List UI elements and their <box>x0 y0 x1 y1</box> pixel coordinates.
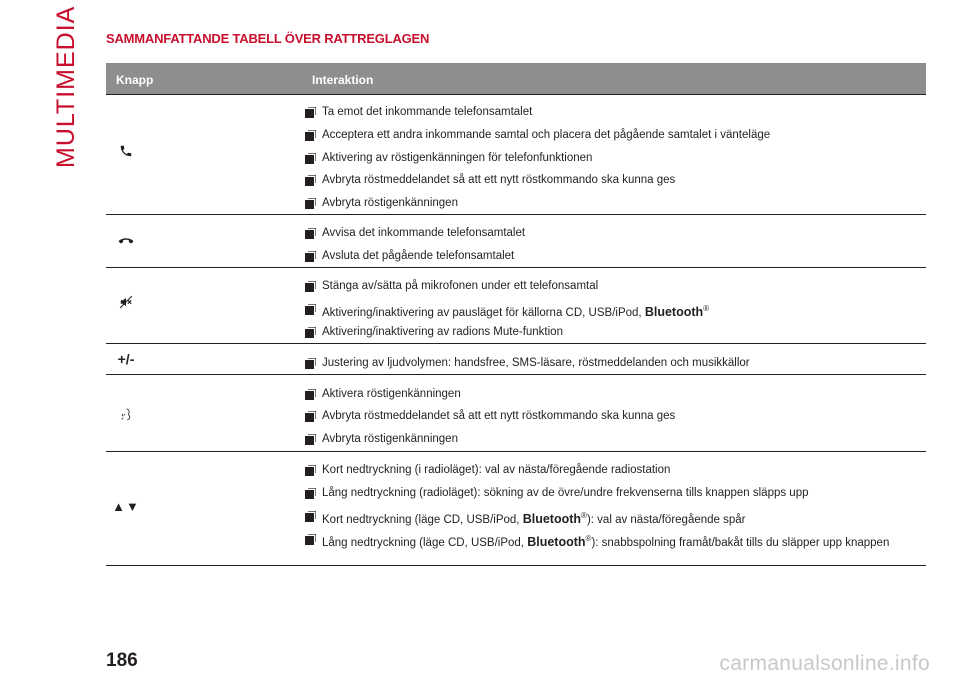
checkbox-bullet-icon <box>305 534 316 545</box>
page-number: 186 <box>106 650 138 671</box>
row-divider <box>106 565 926 566</box>
list-item: Avsluta det pågående telefonsamtalet <box>305 249 925 263</box>
checkbox-bullet-icon <box>305 511 316 522</box>
checkbox-bullet-icon <box>305 251 316 262</box>
list-item: Aktivering/inaktivering av pausläget för källorna CD, USB/iPod, Bluetooth® <box>305 302 925 320</box>
checkbox-bullet-icon <box>305 198 316 209</box>
volume-button-label: +/- <box>117 351 135 367</box>
list-item: Avbryta röstmeddelandet så att ett nytt röstkommando ska kunna ges <box>305 409 925 423</box>
checkbox-bullet-icon <box>305 327 316 338</box>
phone-accept-icon <box>106 144 146 161</box>
row-divider <box>106 214 926 215</box>
list-item: Justering av ljudvolymen: handsfree, SMS-läsare, röstmeddelanden och musikkällor <box>305 356 925 370</box>
list-item: Avvisa det inkommande telefonsamtalet <box>305 226 925 240</box>
bluetooth-label: Bluetooth <box>644 304 704 319</box>
checkbox-bullet-icon <box>305 281 316 292</box>
registered-mark: ® <box>581 511 587 520</box>
up-down-arrows-icon: ▲▼ <box>112 499 140 514</box>
checkbox-bullet-icon <box>305 153 316 164</box>
mute-icon <box>106 295 146 312</box>
list-item: Lång nedtryckning (radioläget): sökning av de övre/undre frekvenserna tills knappen släpps upp <box>305 486 925 500</box>
column-header-button: Knapp <box>116 73 154 87</box>
registered-mark: ® <box>703 304 710 313</box>
list-item: Avbryta röstmeddelandet så att ett nytt röstkommando ska kunna ges <box>305 173 925 187</box>
list-item: Acceptera ett andra inkommande samtal och placera det pågående samtalet i vänteläge <box>305 128 925 142</box>
bluetooth-label: Bluetooth <box>527 534 586 549</box>
watermark: carmanualsonline.info <box>719 652 930 675</box>
list-item: Avbryta röstigenkänningen <box>305 196 925 210</box>
list-item: Lång nedtryckning (läge CD, USB/iPod, Bluetooth®): snabbspolning framåt/bakåt tills du släpper upp knappen <box>305 532 925 550</box>
list-item: Aktivering av röstigenkänningen för telefonfunktionen <box>305 151 925 165</box>
checkbox-bullet-icon <box>305 488 316 499</box>
row-divider <box>106 451 926 452</box>
voice-recognition-icon <box>106 408 146 424</box>
bluetooth-label: Bluetooth <box>522 511 582 526</box>
checkbox-bullet-icon <box>305 107 316 118</box>
list-item: Kort nedtryckning (läge CD, USB/iPod, Bluetooth®): val av nästa/föregående spår <box>305 509 925 527</box>
checkbox-bullet-icon <box>305 434 316 445</box>
header-divider <box>106 94 926 95</box>
page-title: SAMMANFATTANDE TABELL ÖVER RATTREGLAGEN <box>106 31 430 46</box>
column-header-interaction: Interaktion <box>312 73 374 87</box>
registered-mark: ® <box>585 534 592 543</box>
list-item: Ta emot det inkommande telefonsamtalet <box>305 105 925 119</box>
table-header <box>106 63 926 94</box>
checkbox-bullet-icon <box>305 228 316 239</box>
checkbox-bullet-icon <box>305 304 316 315</box>
row-divider <box>106 267 926 268</box>
side-section-label: MULTIMEDIA <box>52 5 80 168</box>
list-item: Aktivera röstigenkänningen <box>305 387 925 401</box>
row-divider <box>106 343 926 344</box>
checkbox-bullet-icon <box>305 130 316 141</box>
list-item: Avbryta röstigenkänningen <box>305 432 925 446</box>
checkbox-bullet-icon <box>305 465 316 476</box>
checkbox-bullet-icon <box>305 358 316 369</box>
checkbox-bullet-icon <box>305 175 316 186</box>
checkbox-bullet-icon <box>305 411 316 422</box>
row-divider <box>106 374 926 375</box>
phone-hangup-icon <box>106 233 146 249</box>
checkbox-bullet-icon <box>305 389 316 400</box>
list-item: Aktivering/inaktivering av radions Mute-funktion <box>305 325 925 339</box>
list-item: Stänga av/sätta på mikrofonen under ett telefonsamtal <box>305 279 925 293</box>
list-item: Kort nedtryckning (i radioläget): val av nästa/föregående radiostation <box>305 463 925 477</box>
